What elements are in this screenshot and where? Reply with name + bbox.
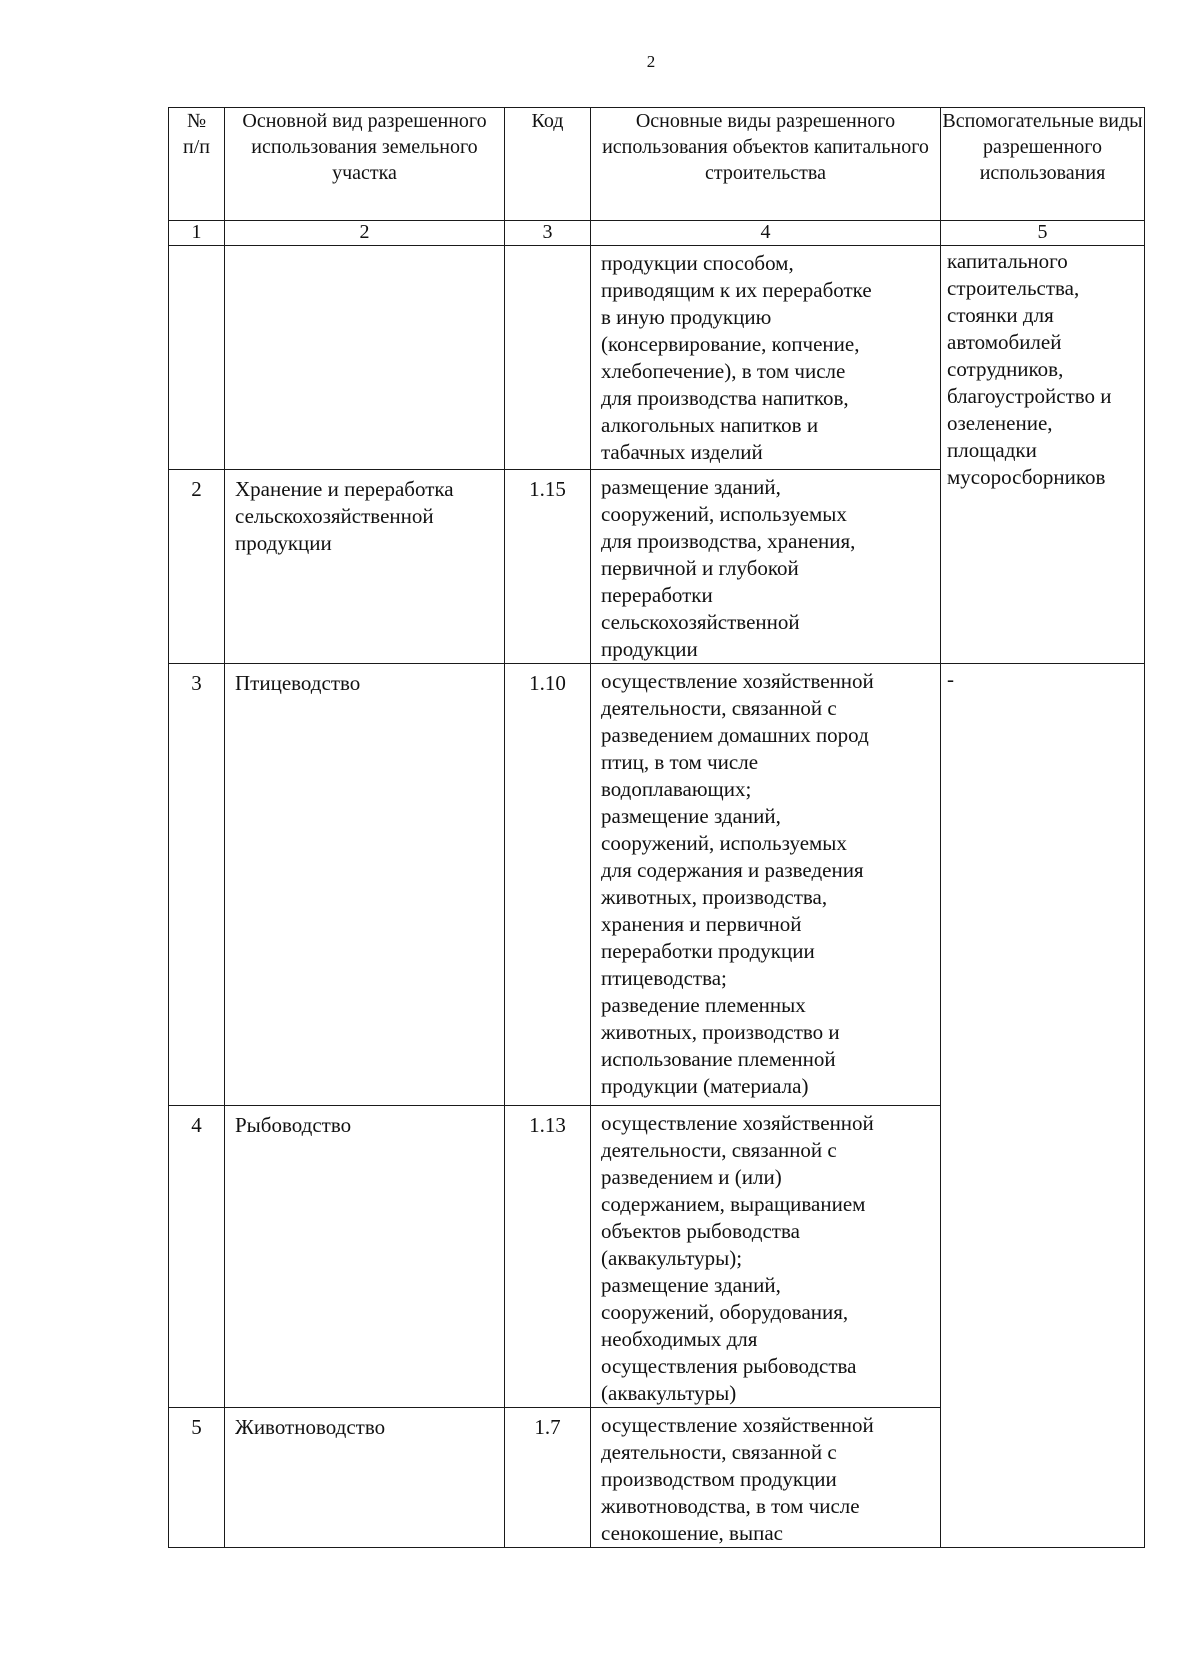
table-row	[169, 246, 1145, 470]
land-use-table	[168, 107, 1145, 1548]
column-number: 1	[169, 221, 225, 246]
column-number: 4	[591, 221, 941, 246]
main-use-cell: Животноводство	[225, 1408, 505, 1548]
description-cell: осуществление хозяйственной деятельности, связанной с производством продукции животноводства, в том числе сенокошение, выпас	[591, 1408, 941, 1548]
description-cell: осуществление хозяйственной деятельности, связанной с разведением домашних пород птиц, в том числе водоплавающих; размещение зданий, сооружений, используемых для содержания и разведения животных, производства, хранения и первичной переработки продукции птицеводства; разведение племенных животных, производство и использование племенной продукции (материала)	[591, 664, 941, 1106]
row-number-cell: 4	[169, 1106, 225, 1408]
code-cell: 1.10	[505, 664, 591, 1106]
description-cell: осуществление хозяйственной деятельности, связанной с разведением и (или) содержанием, выращиванием объектов рыбоводства (аквакультуры); размещение зданий, сооружений, оборудования, необходимых для осуществления рыбоводства (аквакультуры)	[591, 1106, 941, 1408]
code-cell: 1.15	[505, 470, 591, 664]
description-cell: продукции способом, приводящим к их переработке в иную продукцию (консервирование, копчение, хлебопечение), в том числе для производства напитков, алкогольных напитков и табачных изделий	[591, 246, 941, 470]
column-number: 3	[505, 221, 591, 246]
main-use-cell: Рыбоводство	[225, 1106, 505, 1408]
column-number-row	[169, 221, 1145, 246]
column-number: 2	[225, 221, 505, 246]
header-no: № п/п	[169, 108, 225, 221]
auxiliary-use-cell: капитального строительства, стоянки для автомобилей сотрудников, благоустройство и озеленение, площадки мусоросборников	[941, 246, 1145, 664]
main-use-cell	[225, 246, 505, 470]
main-use-cell: Хранение и переработка сельскохозяйственной продукции	[225, 470, 505, 664]
table-header-row	[169, 108, 1145, 221]
main-use-cell: Птицеводство	[225, 664, 505, 1106]
auxiliary-use-cell: -	[941, 664, 1145, 1548]
code-cell: 1.13	[505, 1106, 591, 1408]
row-number-cell	[169, 246, 225, 470]
row-number-cell: 2	[169, 470, 225, 664]
document-sheet	[168, 107, 1144, 1547]
header-code: Код	[505, 108, 591, 221]
header-main-land-use: Основной вид разрешенного использования земельного участка	[225, 108, 505, 221]
header-auxiliary-use: Вспомогательные виды разрешенного использования	[941, 108, 1145, 221]
table-row	[169, 664, 1145, 1106]
description-cell: размещение зданий, сооружений, используемых для производства, хранения, первичной и глубокой переработки сельскохозяйственной продукции	[591, 470, 941, 664]
row-number-cell: 5	[169, 1408, 225, 1548]
code-cell	[505, 246, 591, 470]
code-cell: 1.7	[505, 1408, 591, 1548]
row-number-cell: 3	[169, 664, 225, 1106]
column-number: 5	[941, 221, 1145, 246]
header-main-capital-construction: Основные виды разрешенного использования объектов капитального строительства	[591, 108, 941, 221]
page-number: 2	[646, 52, 656, 71]
